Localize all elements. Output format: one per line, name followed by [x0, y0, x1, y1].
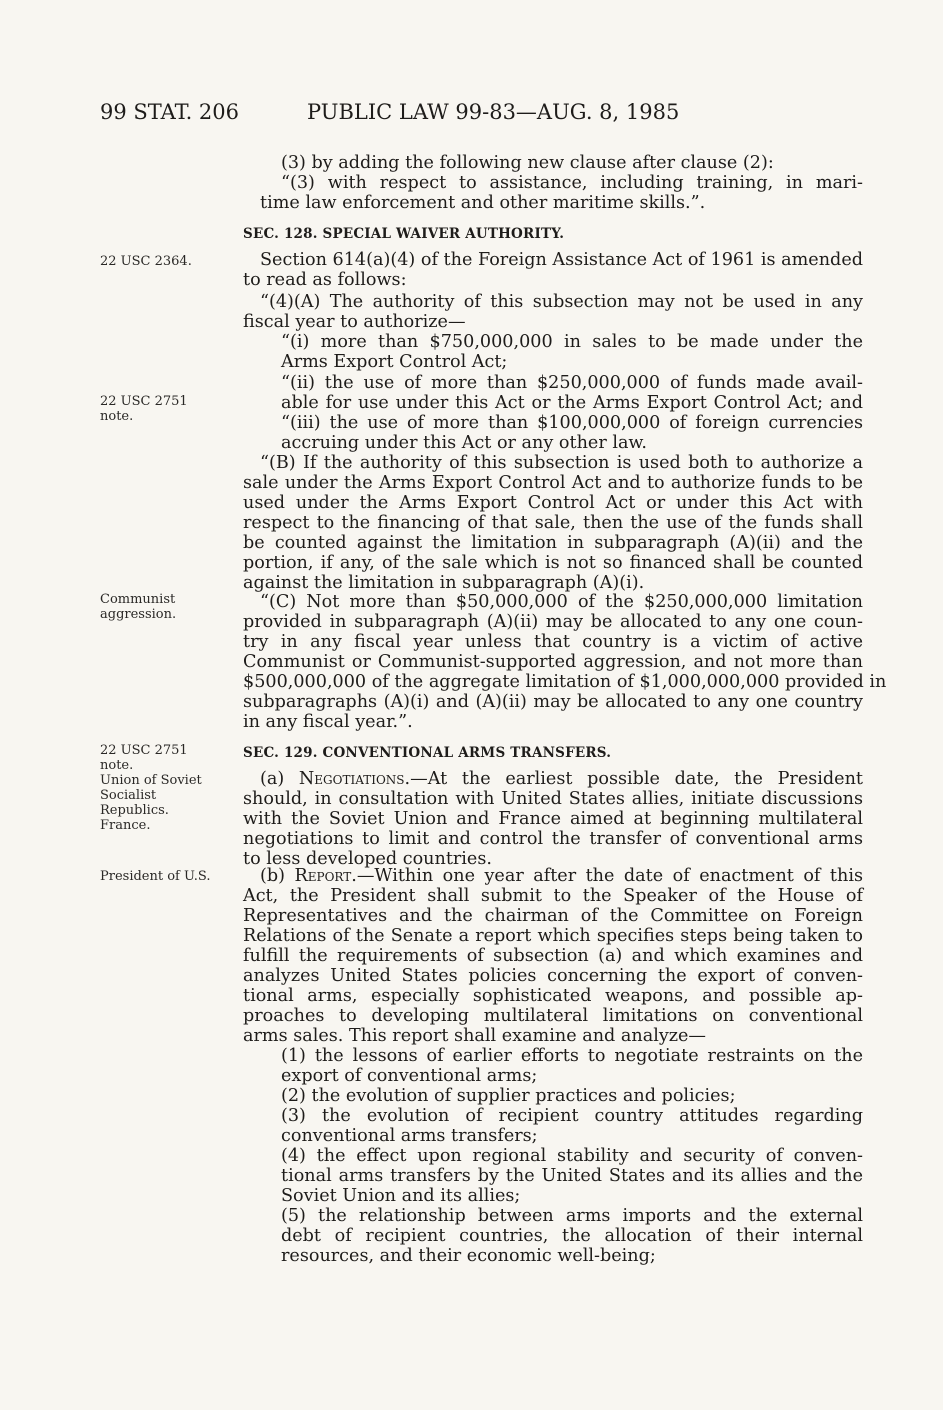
text-line: debt of recipient countries, the allocation of their internal	[281, 1226, 863, 1246]
text-line: conventional arms transfers;	[281, 1126, 538, 1146]
text-line: (2) the evolution of supplier practices and policies;	[281, 1086, 736, 1106]
text-line: proaches to developing multilateral limitations on conventional	[243, 1006, 863, 1026]
text-fragment: (a)	[260, 769, 299, 789]
margin-note-ussr-1: Union of Soviet	[100, 773, 202, 788]
text-line-negotiations	[260, 769, 863, 789]
law-title: PUBLIC LAW 99-83—AUG. 8, 1985	[307, 100, 680, 124]
text-line: arms sales. This report shall examine and analyze—	[243, 1026, 707, 1046]
text-line-report	[260, 866, 863, 886]
text-line: (3) by adding the following new clause after clause (2):	[281, 153, 774, 173]
text-line: provided in subparagraph (A)(ii) may be allocated to any one coun-	[243, 612, 863, 632]
text-line: time law enforcement and other maritime skills.”.	[260, 193, 706, 213]
text-line: (1) the lessons of earlier efforts to negotiate restraints on the	[281, 1046, 863, 1066]
text-line: “(ii) the use of more than $250,000,000 of funds made avail-	[281, 373, 863, 393]
page-header	[100, 100, 860, 130]
text-fragment: (b)	[260, 866, 295, 886]
text-line: respect to the financing of that sale, then the use of the funds shall	[243, 513, 863, 533]
text-line: “(i) more than $750,000,000 in sales to be made under the	[281, 332, 863, 352]
margin-note-communist: Communist	[100, 592, 176, 607]
text-line: to less developed countries.	[243, 849, 492, 869]
margin-note-aggression: aggression.	[100, 607, 177, 622]
text-line: subparagraphs (A)(i) and (A)(ii) may be allocated to any one country	[243, 692, 863, 712]
section-128-heading: SEC. 128. SPECIAL WAIVER AUTHORITY.	[243, 226, 565, 242]
margin-note-note-b: note.	[100, 758, 134, 773]
text-line: Communist or Communist-supported aggression, and not more than	[243, 652, 863, 672]
margin-note-note: note.	[100, 409, 134, 424]
text-line: resources, and their economic well-being;	[281, 1246, 656, 1266]
margin-note-ussr-2: Socialist	[100, 788, 157, 803]
text-line: able for use under this Act or the Arms Export Control Act; and	[281, 393, 863, 413]
text-line: against the limitation in subparagraph (A)(i).	[243, 573, 645, 593]
text-line: tional arms, especially sophisticated weapons, and possible ap-	[243, 986, 863, 1006]
margin-note-ussr-3: Republics.	[100, 803, 169, 818]
margin-note-usc-2751: 22 USC 2751	[100, 394, 188, 409]
text-line: export of conventional arms;	[281, 1066, 538, 1086]
page-reference: 99 STAT. 206	[100, 100, 240, 124]
margin-note-usc-2364: 22 USC 2364.	[100, 254, 192, 269]
text-line: Relations of the Senate a report which specifies steps being taken to	[243, 926, 863, 946]
text-line: Representatives and the chairman of the Committee on Foreign	[243, 906, 863, 926]
text-line: fiscal year to authorize—	[243, 312, 466, 332]
text-line: (4) the effect upon regional stability and security of conven-	[281, 1146, 863, 1166]
text-line: be counted against the limitation in subparagraph (A)(ii) and the	[243, 533, 863, 553]
margin-note-france: France.	[100, 818, 151, 833]
text-line: fulfill the requirements of subsection (a) and which examines and	[243, 946, 863, 966]
text-line: accruing under this Act or any other law.	[281, 433, 647, 453]
text-line: “(B) If the authority of this subsection is used both to authorize a	[260, 453, 863, 473]
text-line: $500,000,000 of the aggregate limitation of $1,000,000,000 provided in	[243, 672, 887, 692]
text-fragment: .—Within one year after the date of enactment of this	[351, 866, 863, 886]
text-line: sale under the Arms Export Control Act and to authorize funds to be	[243, 473, 863, 493]
section-129-heading: SEC. 129. CONVENTIONAL ARMS TRANSFERS.	[243, 745, 612, 761]
text-line: try in any fiscal year unless that country is a victim of active	[243, 632, 863, 652]
text-line: Section 614(a)(4) of the Foreign Assistance Act of 1961 is amended	[260, 250, 863, 270]
margin-note-president: President of U.S.	[100, 869, 211, 884]
text-line: to read as follows:	[243, 270, 407, 290]
negotiations-heading: Negotiations	[298, 769, 405, 789]
text-line: with the Soviet Union and France aimed at beginning multilateral	[243, 809, 863, 829]
report-heading: Report	[294, 866, 352, 886]
text-line: (5) the relationship between arms imports and the external	[281, 1206, 863, 1226]
text-line: “(4)(A) The authority of this subsection may not be used in any	[260, 292, 863, 312]
margin-note-usc-2751-b: 22 USC 2751	[100, 743, 188, 758]
text-line: in any fiscal year.”.	[243, 712, 413, 732]
text-line: (3) the evolution of recipient country attitudes regarding	[281, 1106, 863, 1126]
text-line: “(iii) the use of more than $100,000,000 of foreign currencies	[281, 413, 863, 433]
text-line: used under the Arms Export Control Act or under this Act with	[243, 493, 863, 513]
text-line: Soviet Union and its allies;	[281, 1186, 521, 1206]
text-line: tional arms transfers by the United States and its allies and the	[281, 1166, 863, 1186]
text-line: “(3) with respect to assistance, including training, in mari-	[281, 173, 863, 193]
text-fragment: .—At the earliest possible date, the President	[404, 769, 863, 789]
text-line: Arms Export Control Act;	[281, 352, 508, 372]
text-line: Act, the President shall submit to the Speaker of the House of	[243, 886, 863, 906]
text-line: should, in consultation with United States allies, initiate discussions	[243, 789, 863, 809]
text-line: “(C) Not more than $50,000,000 of the $250,000,000 limitation	[260, 592, 863, 612]
text-line: portion, if any, of the sale which is not so financed shall be counted	[243, 553, 863, 573]
text-line: negotiations to limit and control the transfer of conventional arms	[243, 829, 863, 849]
text-line: analyzes United States policies concerning the export of conven-	[243, 966, 863, 986]
